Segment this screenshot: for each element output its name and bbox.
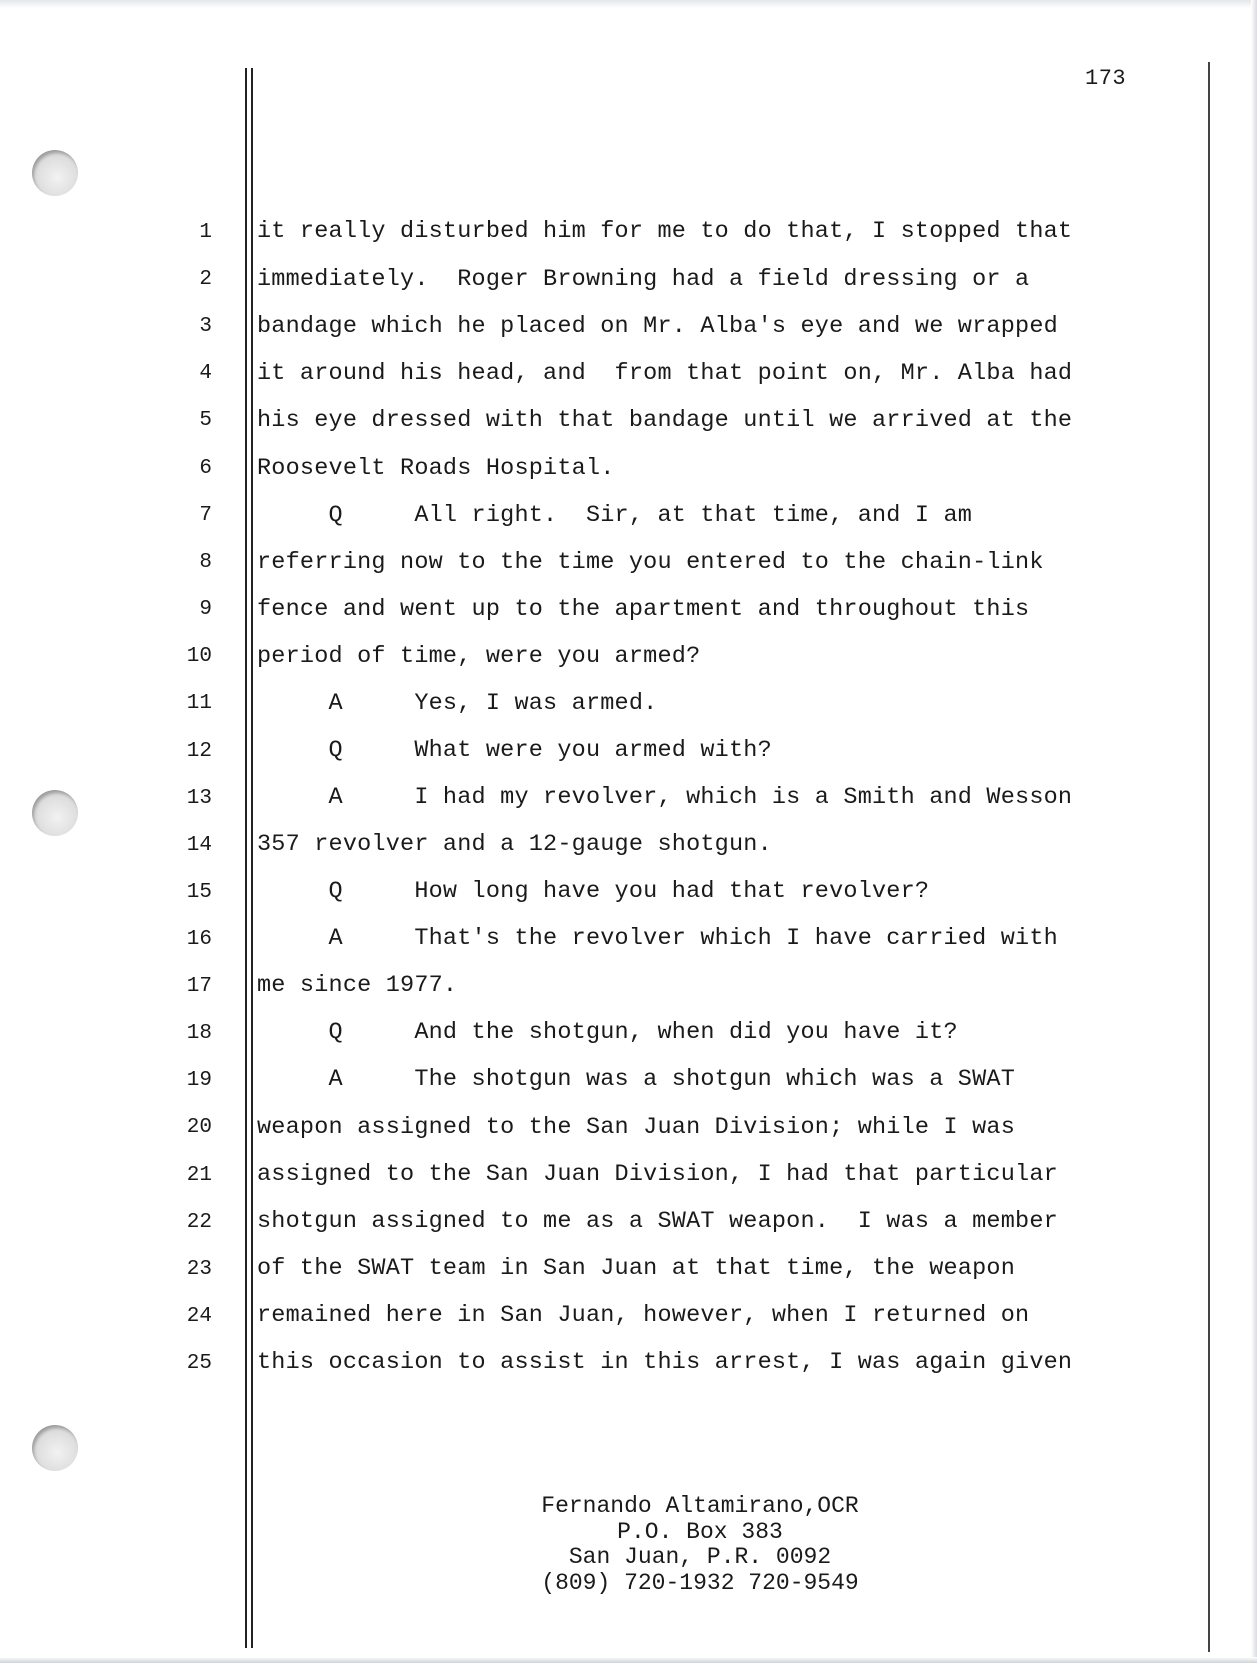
line-text: Q All right. Sir, at that time, and I am xyxy=(257,502,973,529)
line-text: shotgun assigned to me as a SWAT weapon. I was a member xyxy=(257,1208,1058,1235)
line-text: fence and went up to the apartment and throughout this xyxy=(257,596,1030,623)
line-number: 23 xyxy=(186,1258,212,1281)
line-number: 11 xyxy=(186,692,212,715)
line-text: it around his head, and from that point on, Mr. Alba had xyxy=(257,360,1073,387)
line-number: 9 xyxy=(199,598,212,621)
line-text: me since 1977. xyxy=(257,972,458,999)
left-margin-rule-inner xyxy=(251,68,253,1648)
line-text: weapon assigned to the San Juan Division; while I was xyxy=(257,1114,1016,1141)
line-text: it really disturbed him for me to do that, I stopped that xyxy=(257,218,1073,245)
line-text: referring now to the time you entered to the chain-link xyxy=(257,549,1044,576)
line-number: 7 xyxy=(199,504,212,527)
line-text: A The shotgun was a shotgun which was a SWAT xyxy=(257,1066,1016,1093)
line-number: 2 xyxy=(199,268,212,291)
line-text: Q And the shotgun, when did you have it? xyxy=(257,1019,958,1046)
line-text: remained here in San Juan, however, when I returned on xyxy=(257,1302,1030,1329)
line-text: period of time, were you armed? xyxy=(257,643,701,670)
line-text: A Yes, I was armed. xyxy=(257,690,658,717)
line-number: 1 xyxy=(199,221,212,244)
right-margin-rule xyxy=(1208,62,1210,1652)
reporter-name: Fernando Altamirano,OCR xyxy=(541,1493,859,1519)
line-number: 15 xyxy=(186,881,212,904)
line-number: 25 xyxy=(186,1352,212,1375)
line-number: 4 xyxy=(199,362,212,385)
line-number: 3 xyxy=(199,315,212,338)
line-number: 5 xyxy=(199,409,212,432)
page-number: 173 xyxy=(1085,66,1127,91)
line-number: 17 xyxy=(186,975,212,998)
page-bottom-edge xyxy=(0,1657,1257,1663)
line-number: 21 xyxy=(186,1164,212,1187)
line-text: his eye dressed with that bandage until we arrived at the xyxy=(257,407,1073,434)
reporter-city: San Juan, P.R. 0092 xyxy=(568,1544,832,1570)
line-text: of the SWAT team in San Juan at that time, the weapon xyxy=(257,1255,1016,1282)
line-number: 19 xyxy=(186,1069,212,1092)
line-number: 14 xyxy=(186,834,212,857)
line-number: 13 xyxy=(186,787,212,810)
reporter-phone: (809) 720-1932 720-9549 xyxy=(541,1569,859,1596)
line-number: 22 xyxy=(186,1211,212,1234)
line-text: Q What were you armed with? xyxy=(257,737,772,764)
line-text: Q How long have you had that revolver? xyxy=(257,878,930,905)
page-right-edge xyxy=(1251,0,1257,1663)
line-text: A That's the revolver which I have carried with xyxy=(257,925,1058,952)
line-text: A I had my revolver, which is a Smith and Wesson xyxy=(257,784,1073,811)
line-text: bandage which he placed on Mr. Alba's eye and we wrapped xyxy=(257,313,1058,340)
punch-hole-middle xyxy=(32,790,78,836)
punch-hole-bottom xyxy=(32,1425,78,1471)
line-text: assigned to the San Juan Division, I had that particular xyxy=(257,1161,1058,1188)
reporter-po-box: P.O. Box 383 xyxy=(617,1518,783,1545)
left-margin-rule-outer xyxy=(245,68,247,1648)
line-number: 12 xyxy=(186,740,212,763)
line-text: this occasion to assist in this arrest, I was again given xyxy=(257,1349,1073,1376)
punch-hole-top xyxy=(32,150,78,196)
line-number: 24 xyxy=(186,1305,212,1328)
line-number: 18 xyxy=(186,1022,212,1045)
line-text: 357 revolver and a 12-gauge shotgun. xyxy=(257,831,772,858)
court-reporter-footer xyxy=(430,1494,970,1596)
line-number: 20 xyxy=(186,1116,212,1139)
line-number: 16 xyxy=(186,928,212,951)
line-number: 10 xyxy=(186,645,212,668)
line-text: Roosevelt Roads Hospital. xyxy=(257,455,615,482)
line-number: 6 xyxy=(199,457,212,480)
page-top-edge xyxy=(0,0,1257,8)
line-text: immediately. Roger Browning had a field dressing or a xyxy=(257,266,1030,293)
line-number: 8 xyxy=(199,551,212,574)
